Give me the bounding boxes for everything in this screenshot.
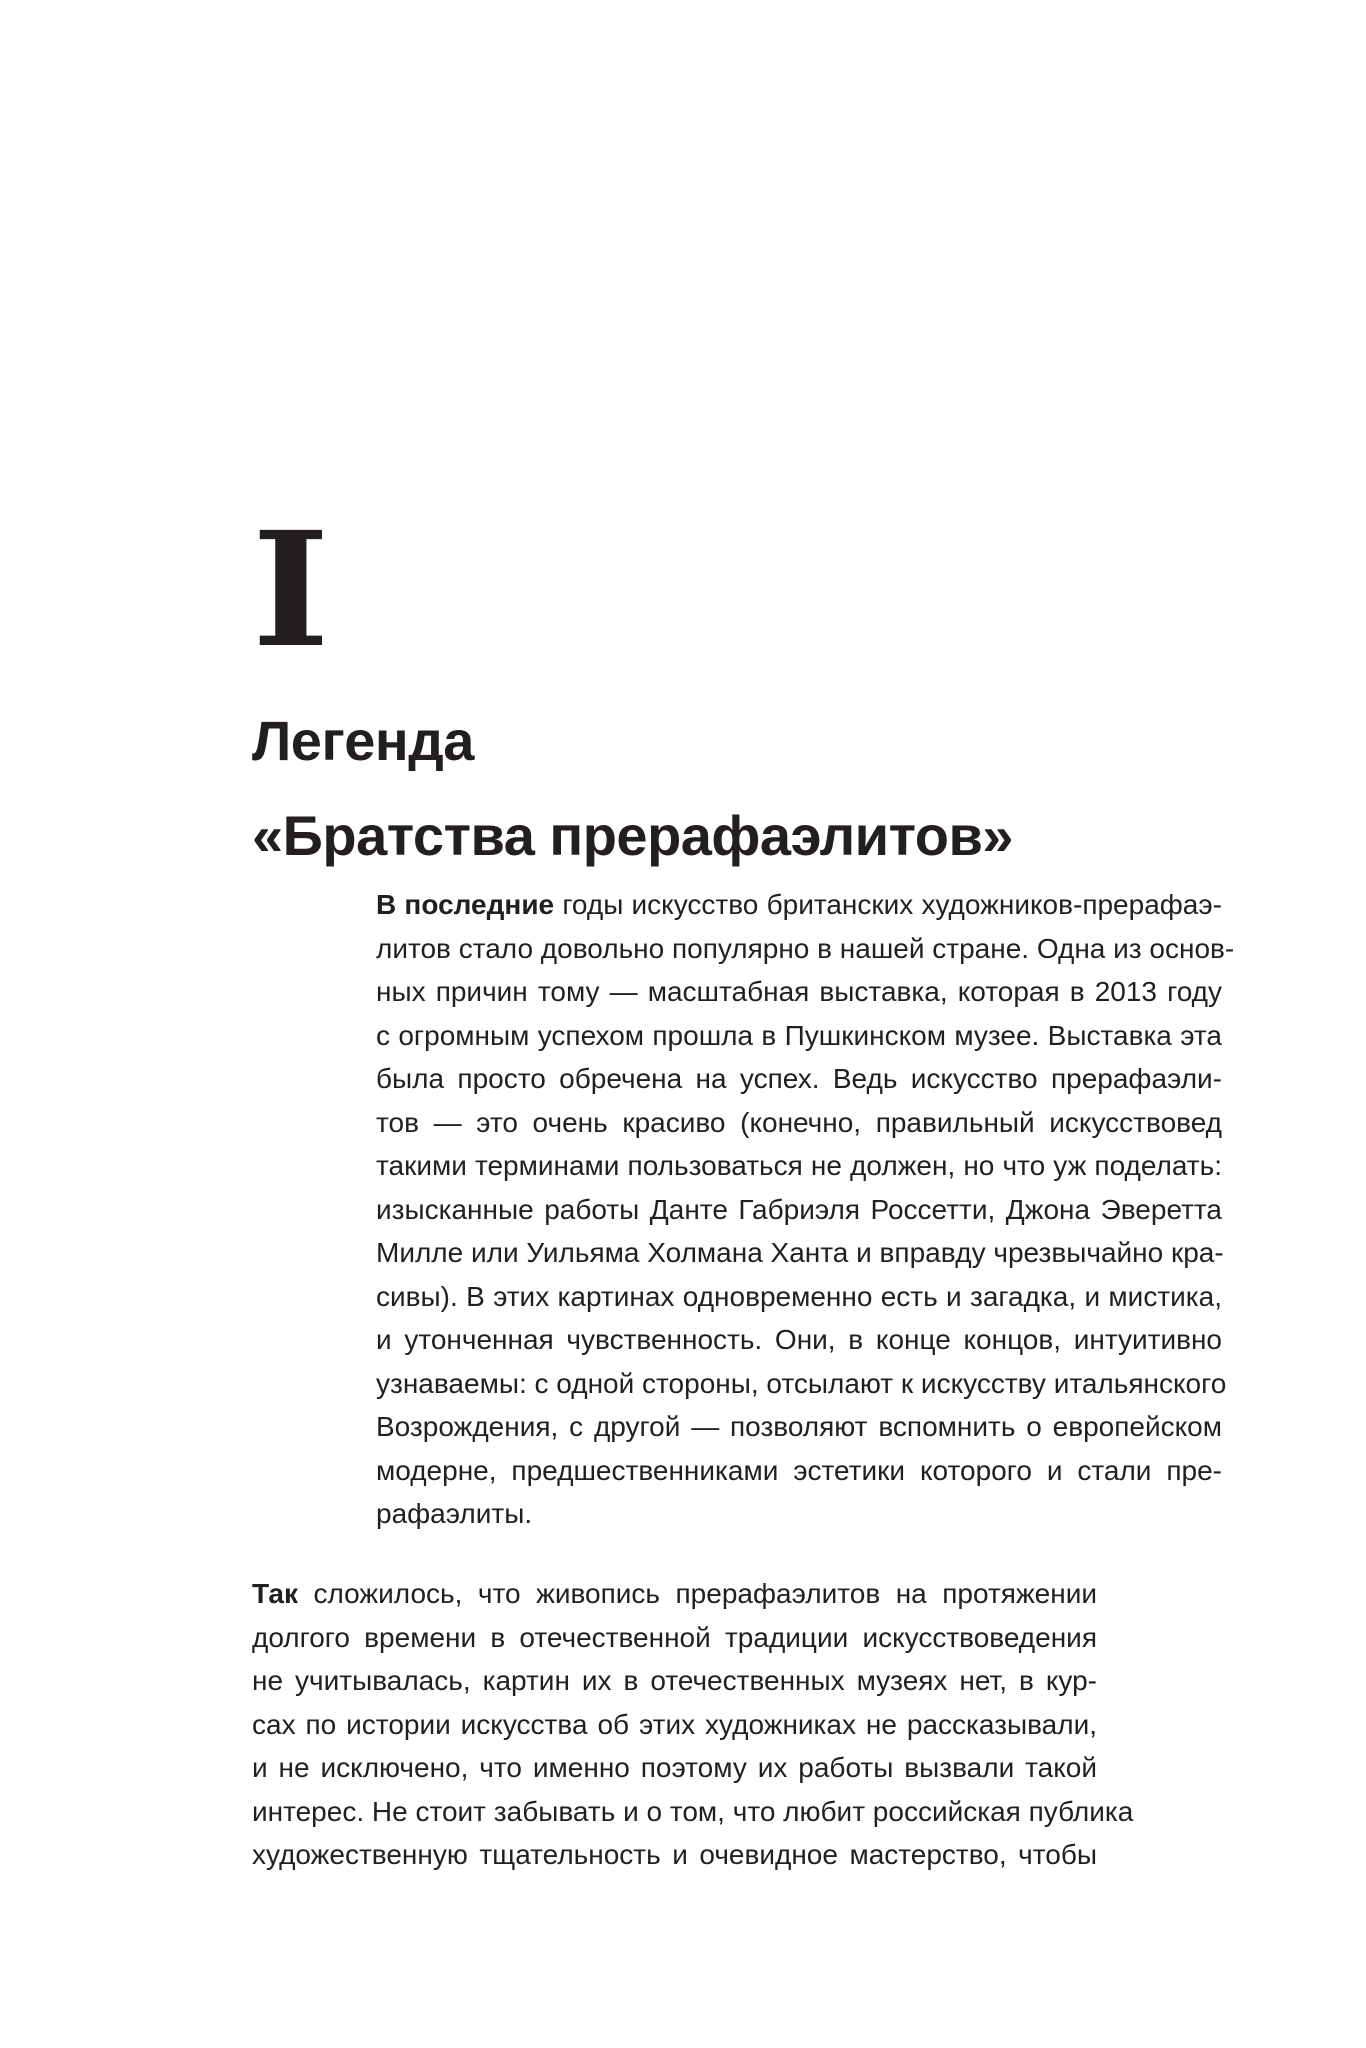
paragraph-line: изысканные работы Данте Габриэля Россетти, Джона Эверетта (376, 1193, 1222, 1225)
paragraph-line: долгого времени в отечественной традиции искусствоведения (252, 1621, 1097, 1653)
paragraph-line: не учитывалась, картин их в отечественных музеях нет, в кур- (252, 1665, 1097, 1696)
paragraph-line: сивы). В этих картинах одновременно есть и загадка, и мистика, (376, 1280, 1222, 1312)
paragraph-line: узнаваемы: с одной стороны, отсылают к искусству итальянского (376, 1367, 1227, 1399)
paragraph-line: Так сложилось, что живопись прерафаэлитов на протяжении (252, 1578, 1097, 1609)
paragraph-line: Возрождения, с другой — позволяют вспомнить о европейском (376, 1411, 1222, 1442)
paragraph-line: с огромным успехом прошла в Пушкинском музее. Выставка эта (376, 1019, 1222, 1051)
chapter-title (252, 693, 1013, 883)
paragraph-line: Милле или Уильяма Холмана Ханта и вправду чрезвычайно кра- (376, 1237, 1224, 1268)
paragraph-line: такими терминами пользоваться не должен, но что уж поделать: (376, 1150, 1222, 1181)
paragraph-line: сах по истории искусства об этих художниках не рассказывали, (252, 1708, 1097, 1740)
chapter-title-line-1: Легенда (252, 709, 474, 772)
paragraph-line: и не исключено, что именно поэтому их работы вызвали такой (252, 1752, 1097, 1783)
paragraph-line: модерне, предшественниками эстетики которого и стали пре- (376, 1454, 1222, 1486)
intro-paragraph (376, 883, 1235, 1536)
paragraph-line: интерес. Не стоит забывать и о том, что любит российская публика (252, 1795, 1134, 1827)
body-paragraph (252, 1572, 1134, 1877)
lead-in-text: Так (252, 1578, 298, 1609)
chapter-number: I (252, 498, 330, 683)
paragraph-line: и утонченная чувственность. Они, в конце концов, интуитивно (376, 1324, 1222, 1355)
lead-in-text: В последние (376, 889, 555, 920)
paragraph-line: рафаэлиты. (376, 1498, 533, 1529)
paragraph-line: В последние годы искусство британских художников-прерафаэ- (376, 889, 1222, 920)
paragraph-line: литов стало довольно популярно в нашей стране. Одна из основ- (376, 932, 1235, 964)
chapter-title-line-2: «Братства прерафаэлитов» (252, 804, 1014, 867)
paragraph-line: была просто обречена на успех. Ведь искусство прерафаэли- (376, 1063, 1222, 1094)
paragraph-line: тов — это очень красиво (конечно, правильный искусствовед (376, 1106, 1222, 1138)
paragraph-line: ных причин тому — масштабная выставка, которая в 2013 году (376, 976, 1222, 1007)
paragraph-line: художественную тщательность и очевидное мастерство, чтобы (252, 1839, 1097, 1870)
